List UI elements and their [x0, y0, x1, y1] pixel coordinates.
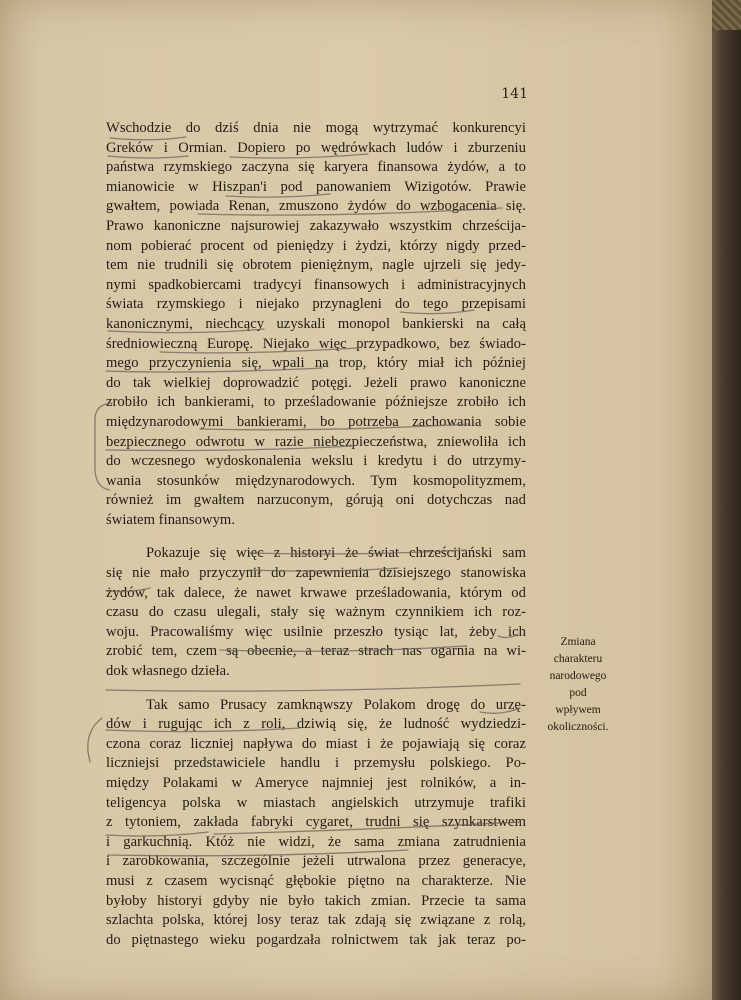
text-line: dów i rugując ich z roli, dziwią się, że ludność wydziedzi- [106, 716, 526, 733]
margin-bracket [88, 718, 102, 762]
text-line: międzynarodowymi bankierami, bo potrzeba zachowania sobie [106, 413, 526, 430]
paragraph-3 [106, 696, 526, 951]
paragraph-2 [106, 544, 526, 681]
text-line: zrobić tem, czem są obecnie, a teraz strach nas ogarnia na wi- [106, 643, 526, 660]
text-line: się nie mało przyczynił do zapewnienia dzisiejszego stanowiska [106, 565, 526, 582]
text-line: Prawo kanoniczne najsurowiej zakazywało wszystkim chrześcija- [106, 217, 526, 234]
text-line: średniowieczną Europę. Niejako więc przypadkowo, bez świado- [106, 335, 526, 352]
text-line: dok własnego dzieła. [106, 663, 230, 680]
text-line: Greków i Ormian. Dopiero po wędrówkach ludów i zburzeniu [106, 139, 526, 156]
margin-note-line: wpływem [555, 704, 601, 716]
text-line: szlachta polska, której losy teraz tak zdają się związane z rolą, [106, 912, 526, 929]
text-line: państwa rzymskiego zaczyna się karyera finansowa żydów, a to [106, 159, 526, 176]
text-line: nymi spadkobiercami tradycyi finansowych i administracyjnych [106, 276, 526, 293]
text-line: do wczesnego wydoskonalenia wekslu i kredytu i do utrzymy- [106, 453, 526, 470]
margin-note-line: Zmiana [560, 636, 596, 648]
book-spine [712, 0, 741, 1000]
text-line: z tytoniem, zakłada fabryki cygaret, trudni się szynkarstwem [106, 814, 526, 831]
text-line: byłoby historyi gdyby nie było takich zmian. Przecie ta sama [106, 892, 526, 909]
text-line: musi z czasem wycisnąć głębokie piętno na charakterze. Nie [106, 872, 526, 889]
text-line: między Polakami w Ameryce najmniej jest rolników, a in- [106, 775, 526, 791]
text-line: mego przyczynienia się, wpali na trop, który miał ich później [106, 355, 526, 372]
body-text [106, 119, 526, 950]
text-line: wania stosunków międzynarodowych. Tym kosmopolityzmem, [106, 472, 526, 489]
paragraph-1 [106, 119, 526, 530]
text-line: i garkuchnią. Któż nie widzi, że sama zmiana zatrudnienia [106, 833, 526, 850]
margin-note-line: pod [569, 687, 587, 699]
text-line: czasu do czasu ulegali, stały się ważnym czynnikiem ich roz- [106, 604, 526, 621]
text-line: nom pobierać procent od pieniędzy i żydzi, którzy nigdy przed- [106, 237, 526, 254]
text-line: Wschodzie do dziś dnia nie mogą wytrzymać konkurencyi [106, 120, 526, 136]
margin-note-line: okoliczności. [547, 721, 609, 733]
margin-note [528, 634, 628, 736]
text-line: do tak wielkiej doprowadzić potęgi. Jeżeli prawo kanoniczne [106, 374, 526, 391]
text-line: tem nie trudnili się obrotem pieniężnym, nagle ujrzeli się jedy- [106, 257, 526, 274]
text-line: mianowicie w Hiszpan'i pod panowaniem Wizigotów. Prawie [106, 178, 526, 195]
page-number: 141 [501, 86, 528, 102]
text-line: Tak samo Prusacy zamknąwszy Polakom drogę do urzę- [146, 696, 526, 713]
text-line: zrobiło ich bankierami, to prześladowanie późniejsze zrobiło ich [106, 394, 526, 411]
text-line: żydów, tak dalece, że nawet krwawe prześladowania, którym od [106, 584, 526, 601]
text-line: bezpiecznego odwrotu w razie niebezpieczeństwa, zniewoliła ich [106, 433, 526, 450]
text-line: czona coraz liczniej napływa do miast i że pojawiają się coraz [106, 735, 526, 752]
text-line: teligencya polska w miastach angielskich utrzymuje trafiki [106, 794, 526, 811]
text-line: światem finansowym. [106, 511, 236, 528]
text-line: świata rzymskiego i niejako przynagleni do tego przepisami [106, 296, 526, 313]
text-line: gwałtem, powiada Renan, zmuszono żydów do wzbogacenia się. [106, 198, 526, 215]
margin-note-line: charakteru [553, 653, 603, 665]
text-line: Pokazuje się więc z historyi że świat chrześcijański sam [146, 545, 526, 562]
text-line: kanonicznymi, niechcący uzyskali monopol bankierski na całą [106, 315, 526, 332]
text-line: liczniejsi przedstawiciele handlu i przemysłu polskiego. Po- [106, 755, 526, 772]
text-line: i zarobkowania, szczególnie jeżeli utrwalona przez generacye, [106, 853, 526, 870]
text-line: również im gwałtem narzuconym, górują oni dotychczas nad [106, 492, 526, 509]
text-line: woju. Pracowaliśmy więc usilnie przeszło tysiąc lat, żeby ich [106, 623, 526, 640]
text-line: do piętnastego wieku pogardzała rolnictwem tak jak teraz po- [106, 931, 526, 948]
margin-note-line: narodowego [549, 670, 607, 682]
